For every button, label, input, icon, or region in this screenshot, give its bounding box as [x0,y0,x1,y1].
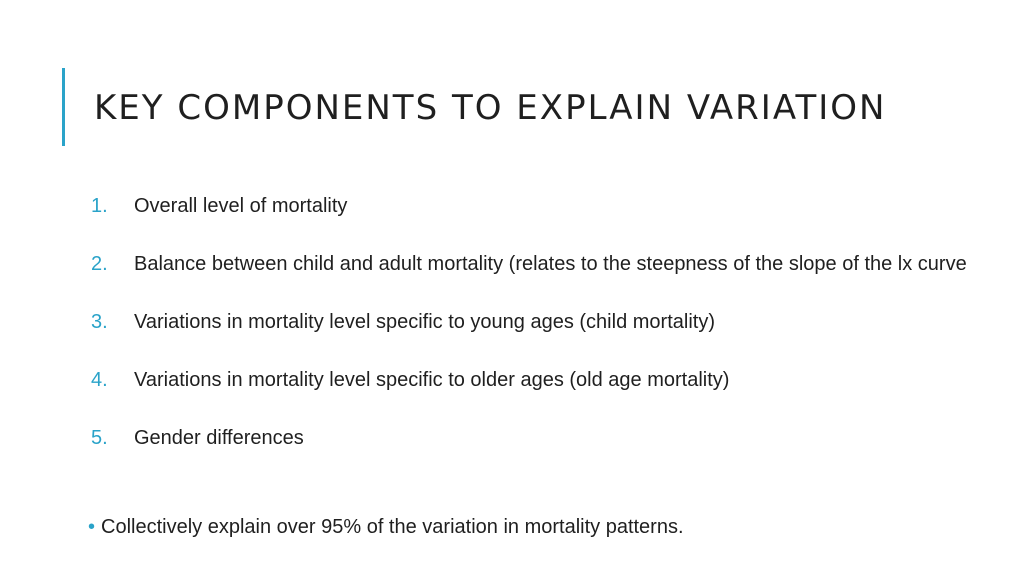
list-item-text: Variations in mortality level specific to young ages (child mortality) [134,311,715,333]
list-item-number: 5. [91,427,108,449]
list-item [88,367,968,393]
list-item [88,193,968,219]
numbered-list [88,193,968,483]
list-item-number: 2. [91,253,108,275]
slide-title: KEY COMPONENTS TO EXPLAIN VARIATION [94,88,887,128]
bullet-dot-icon: • [88,516,96,538]
list-item-number: 1. [91,195,108,217]
list-item-number: 4. [91,369,108,391]
list-item-number: 3. [91,311,108,333]
list-item [88,425,968,451]
list-item-text: Variations in mortality level specific to older ages (old age mortality) [134,369,730,391]
title-accent-bar [62,68,65,146]
list-item-text: Overall level of mortality [134,195,348,217]
list-item [88,309,968,335]
list-item [88,251,968,277]
list-item-text: Gender differences [134,427,304,449]
summary-bullet-text: Collectively explain over 95% of the variation in mortality patterns. [101,516,684,538]
summary-bullet [88,514,684,540]
list-item-text: Balance between child and adult mortality (relates to the steepness of the slope of the lx curve [134,253,967,275]
